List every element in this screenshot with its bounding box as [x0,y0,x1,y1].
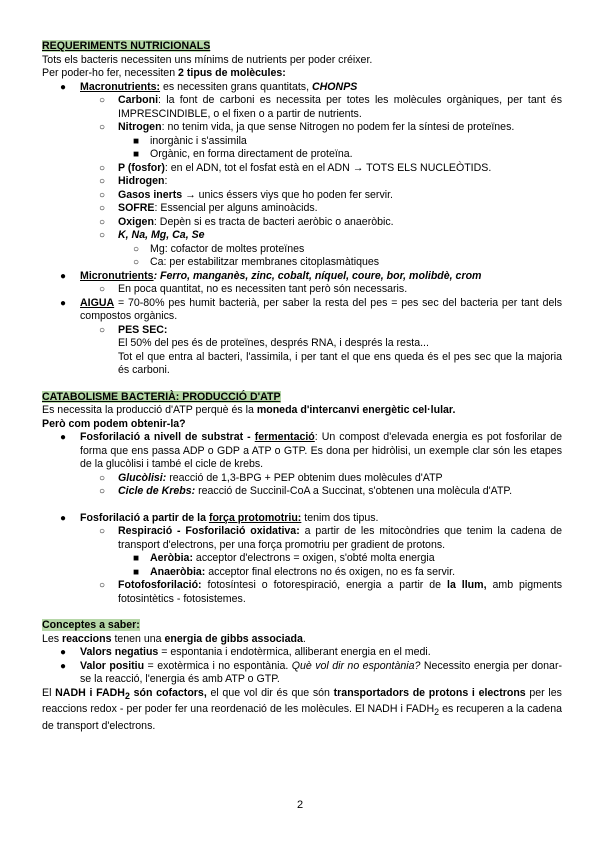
list-item-pes-sec: ○ PES SEC: [99,323,168,336]
paragraph: Tots els bacteris necessiten uns mínims de nutrients per poder créixer. [42,53,373,66]
list-item-gasos: ○ Gasos inerts → unics éssers viys que ho poden fer servir. [99,188,393,201]
list-item-pes-sec-text: Tot el que entra al bacteri, l'assimila, i per tant el que ens queda és el pes sec que la majoria és carboni. [118,350,562,376]
list-item-pes-sec-text: El 50% del pes és de proteïnes, després RNA, i després la resta... [118,337,429,349]
list-item-ions: ○ K, Na, Mg, Ca, Se [99,229,205,241]
bullet-icon: ● [60,270,67,282]
list-item-fosfor: ○ P (fosfor): en el ADN, tot el fosfat està en el ADN → TOTS ELS NUCLEÒTIDS. [99,161,492,174]
bullet-icon: ● [60,297,67,309]
circle-bullet-icon: ○ [99,526,106,537]
circle-bullet-icon: ○ [99,122,106,133]
list-item-forca-protomotriu: ● Fosforilació a partir de la força protomotriu: tenim dos tipus. [60,511,379,524]
list [42,512,562,607]
paragraph: Es necessita la producció d'ATP perquè és la moneda d'intercanvi energètic cel·lular. [42,404,456,416]
list-item-sofre: ○ SOFRE: Essencial per alguns aminoàcids. [99,202,318,214]
list-item-fotofosforilacio: ○ Fotofosforilació: fotosíntesi o fotorespiració, energia a partir de la llum, amb pigments fotosintètics - fotosistemes. [99,579,563,605]
list [42,646,562,687]
list [42,431,562,499]
circle-bullet-icon: ○ [99,95,106,106]
circle-bullet-icon: ○ [99,176,106,187]
circle-bullet-icon: ○ [99,162,106,174]
paragraph: Però com podem obtenir-la? [42,417,186,430]
bullet-icon: ● [60,512,67,524]
section-title-catabolisme: CATABOLISME BACTERIÀ: PRODUCCIÓ D'ATP [42,390,281,403]
list-item-valor-positiu: ● Valor positiu = exotèrmica i no espontània. Què vol dir no espontània? Necessito energia per donar-se la reacció, l'energia és amb ATP o GTP. [60,659,563,685]
square-bullet-icon: ■ [133,149,140,160]
bullet-icon: ● [60,432,67,443]
circle-bullet-icon: ○ [133,243,140,255]
list-item-aerobia: ■ Aeròbia: acceptor d'electrons = oxigen, s'obté molta energia [133,552,435,564]
circle-bullet-icon: ○ [99,486,106,497]
circle-bullet-icon: ○ [99,203,106,214]
section-title-requeriments: REQUERIMENTS NUTRICIONALS [42,40,211,52]
square-bullet-icon: ■ [133,553,140,564]
list-item-oxigen: ○ Oxigen: Depèn si es tracta de bacteri aeròbic o anaeròbic. [99,215,394,228]
list-item-krebs: ○ Cicle de Krebs: reacció de Succinil-CoA a Succinat, s'obtenen una molècula d'ATP. [99,485,513,497]
circle-bullet-icon: ○ [99,324,106,336]
square-bullet-icon: ■ [133,566,140,578]
circle-bullet-icon: ○ [99,230,106,241]
list-item-anaerobia: ■ Anaeròbia: acceptor final electrons no és oxigen, no es fa servir. [133,565,456,578]
list-item-micronutrients: ● Micronutrients: Ferro, manganès, zinc, cobalt, níquel, coure, bor, molibdè, crom [60,269,482,282]
circle-bullet-icon: ○ [99,284,106,295]
circle-bullet-icon: ○ [133,257,140,268]
bullet-icon: ● [60,81,67,93]
list-item-ions-sub: ○ Ca: per estabilitzar membranes citoplasmàtiques [133,256,380,268]
circle-bullet-icon: ○ [99,216,106,228]
circle-bullet-icon: ○ [99,580,106,591]
list-item-ions-sub: ○ Mg: cofactor de moltes proteïnes [133,242,305,255]
list-item-nitrogen-sub: ■ Orgànic, en forma directament de proteïna. [133,148,353,160]
list-item-macronutrients: ● Macronutrients: es necessiten grans quantitats, CHONPS [60,80,358,93]
list-item-micro-sub: ○ En poca quantitat, no es necessiten tant però són necessaris. [99,283,408,295]
paragraph-cofactors: El NADH i $FADH_2$ són cofactors, el que vol dir és que són transportadors de protons i electrons per les reaccions redox - per poder fer una reordenació de les molècules. El NADH i $FADH_2$ es recuperen a la cadena de transport d'electrons. [42,686,562,732]
circle-bullet-icon: ○ [99,472,106,484]
list-item-hidrogen: ○ Hidrogen: [99,175,168,187]
page-number: 2 [296,799,304,811]
list-item-aigua: ● AIGUA = 70-80% pes humit bacterià, per saber la resta del pes = pes sec del bacteria per tant dels compostos orgànics. [60,296,562,322]
list-item-valors-negatius: ● Valors negatius = espontania i endotèrmica, alliberant energia en el medi. [60,646,431,658]
circle-bullet-icon: ○ [99,189,106,201]
list [42,81,562,378]
list-item-nitrogen: ○ Nitrogen: no tenim vida, ja que sense Nitrogen no podem fer la síntesi de proteïnes. [99,121,515,133]
list-item-respiracio: ○ Respiració - Fosforilació oxidativa: a partir de les mitocòndries que tenim la cadena de transport d'electrons, per una força promotriu per gradient de protons. [99,525,562,551]
list-item-glucolisi: ○ Glucòlisi: reacció de 1,3-BPG + PEP obtenim dues molècules d'ATP [99,471,443,484]
list-item-carboni: ○ Carboni: la font de carboni es necessita per totes les molècules orgàniques, per tant és IMPRESCINDIBLE, o el fixen o a partir de nutrients. [99,94,562,120]
paragraph: Per poder-ho fer, necessiten 2 tipus de molècules: [42,67,286,79]
list-item-nitrogen-sub: ■ inorgànic i s'assimila [133,134,247,147]
bullet-icon: ● [60,660,67,672]
list-item-fosforilacio-substrat: ● Fosforilació a nivell de substrat - fermentació: Un compost d'elevada energia es pot fosforilar de forma que ens passa ADP o GDP a ATP o GTP. Es dona per hidròlisi, un exemple clar són les etapes de la glucòlisi i també el cicle de krebs. [60,431,562,470]
square-bullet-icon: ■ [133,135,140,147]
document-page [42,40,562,733]
section-title-conceptes: Conceptes a saber: [42,619,140,631]
bullet-icon: ● [60,647,67,658]
paragraph: Les reaccions tenen una energia de gibbs associada. [42,632,306,645]
